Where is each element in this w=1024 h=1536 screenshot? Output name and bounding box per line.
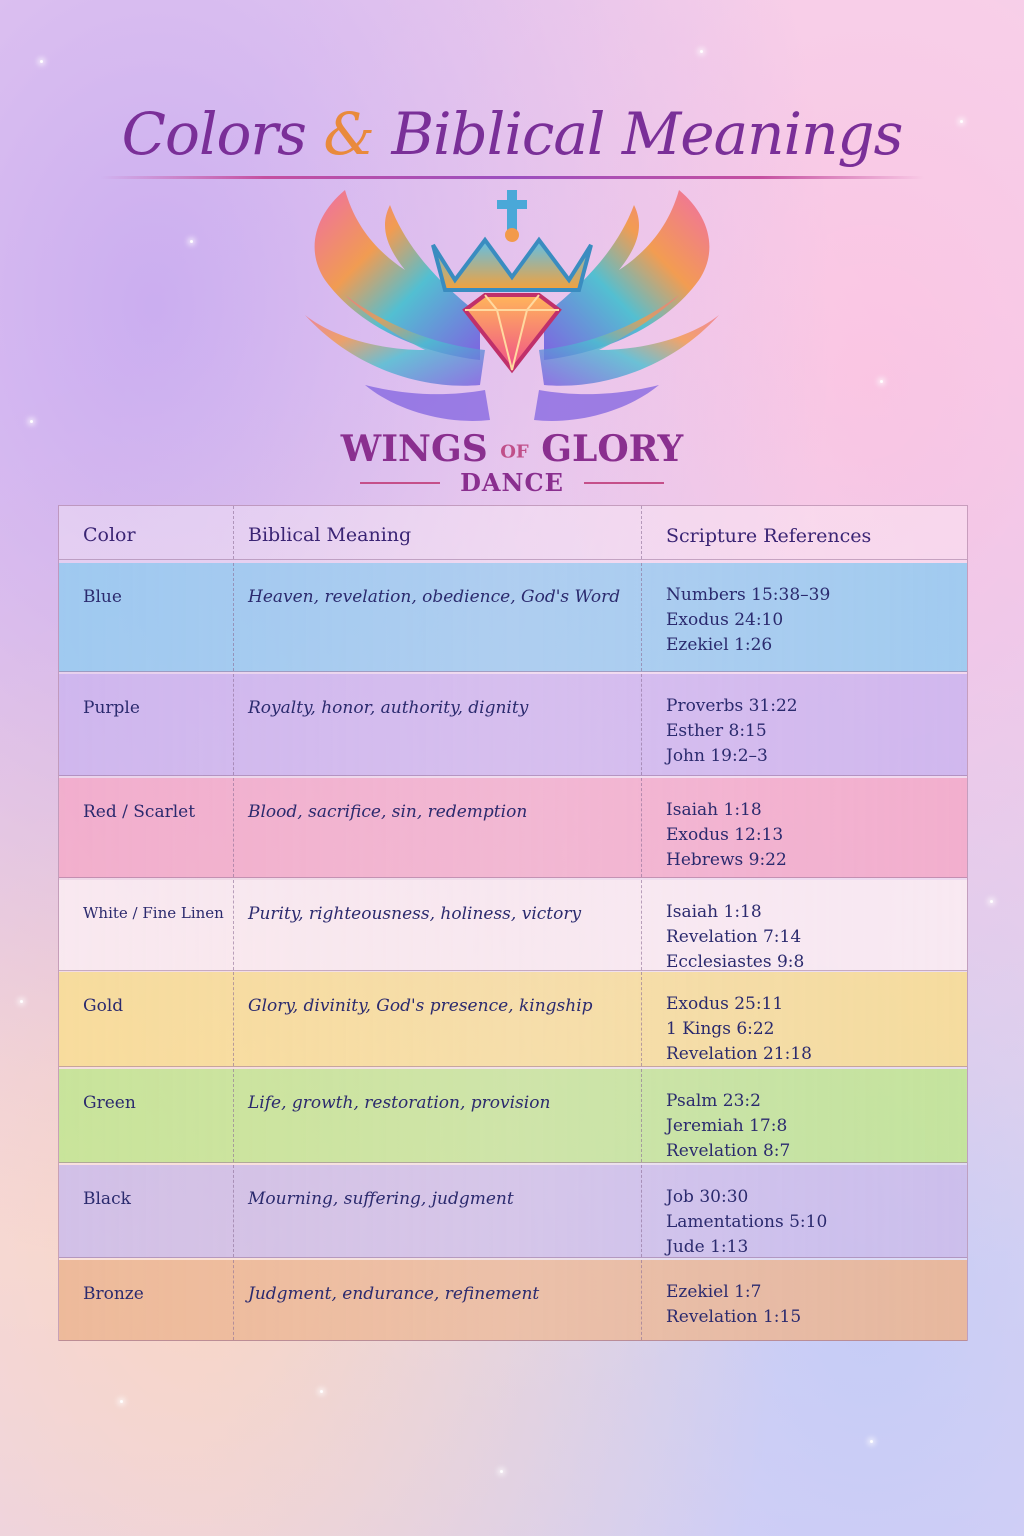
color-name: Red / Scarlet [83,802,196,822]
scripture-reference: Exodus 25:11 [666,994,784,1014]
table-header-row [59,506,967,560]
scripture-reference: Lamentations 5:10 [666,1212,828,1232]
biblical-meaning: Glory, divinity, God's presence, kingship [233,972,641,1066]
color-name: White / Fine Linen [83,904,224,922]
scripture-reference: Job 30:30 [666,1187,749,1207]
brand-wings: WINGS [340,428,488,470]
scripture-reference: Isaiah 1:18 [666,902,762,922]
biblical-meaning: Life, growth, restoration, provision [233,1069,641,1162]
scripture-reference: Ezekiel 1:26 [666,635,773,655]
scripture-reference: John 19:2–3 [666,746,768,766]
table-row [59,972,967,1067]
scripture-reference: 1 Kings 6:22 [666,1019,775,1039]
biblical-meaning: Heaven, revelation, obedience, God's Word [233,563,641,671]
brand-of: OF [500,441,529,463]
scripture-references [641,674,967,775]
scripture-reference: Numbers 15:38–39 [666,585,831,605]
scripture-references [641,1069,967,1162]
table-row [59,778,967,878]
title-ampersand: & [323,100,374,168]
table-row [59,1260,967,1341]
scripture-reference: Psalm 23:2 [666,1091,761,1111]
header-references: Scripture References [641,506,967,559]
brand-glory: GLORY [541,428,684,470]
scripture-references [641,972,967,1066]
scripture-reference: Ezekiel 1:7 [666,1282,762,1302]
scripture-reference: Revelation 21:18 [666,1044,812,1064]
scripture-reference: Proverbs 31:22 [666,696,798,716]
biblical-meaning: Blood, sacrifice, sin, redemption [233,778,641,877]
scripture-references [641,1165,967,1257]
table-row [59,674,967,776]
title-part-2: Biblical Meanings [391,100,903,168]
table-row [59,1069,967,1163]
scripture-reference: Isaiah 1:18 [666,800,762,820]
biblical-meaning: Royalty, honor, authority, dignity [233,674,641,775]
scripture-reference: Revelation 8:7 [666,1141,791,1161]
brand-subtitle: DANCE [460,468,564,497]
biblical-meaning: Judgment, endurance, refinement [233,1260,641,1340]
header-meaning: Biblical Meaning [233,506,641,559]
scripture-reference: Hebrews 9:22 [666,850,787,870]
biblical-meaning: Purity, righteousness, holiness, victory [233,880,641,970]
header-color: Color [83,524,136,546]
title-underline [100,176,924,179]
brand-name [0,428,1024,470]
color-name: Bronze [83,1284,144,1304]
scripture-reference: Jeremiah 17:8 [666,1116,788,1136]
color-name: Blue [83,587,122,607]
scripture-references [641,563,967,671]
scripture-references [641,778,967,877]
wings-crown-diamond-logo-icon [285,185,739,435]
color-name: Green [83,1093,136,1113]
scripture-reference: Exodus 12:13 [666,825,784,845]
brand-rule-right [584,482,664,484]
colors-table [58,505,968,1341]
scripture-references [641,1260,967,1340]
title-part-1: Colors [121,100,306,168]
scripture-reference: Jude 1:13 [666,1237,749,1257]
scripture-reference: Revelation 7:14 [666,927,802,947]
table-row [59,880,967,971]
color-name: Purple [83,698,140,718]
scripture-reference: Esther 8:15 [666,721,767,741]
scripture-reference: Ecclesiastes 9:8 [666,952,805,972]
page-title [0,100,1024,168]
biblical-meaning: Mourning, suffering, judgment [233,1165,641,1257]
scripture-reference: Exodus 24:10 [666,610,784,630]
scripture-reference: Revelation 1:15 [666,1307,802,1327]
color-name: Black [83,1189,131,1209]
table-row [59,1165,967,1258]
scripture-references [641,880,967,970]
table-row [59,563,967,672]
color-name: Gold [83,996,124,1016]
